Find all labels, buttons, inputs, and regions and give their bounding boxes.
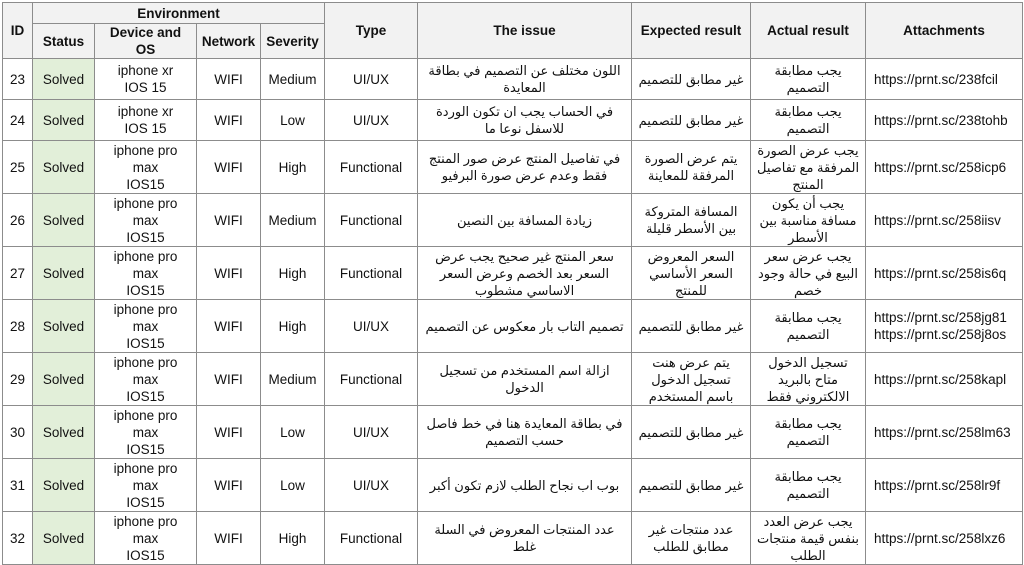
table-body xyxy=(3,59,1023,565)
attachments-cell xyxy=(866,59,1023,100)
expected-result-cell: يتم عرض هنت تسجيل الدخول باسم المستخدم xyxy=(632,353,751,406)
issue-cell: بوب اب نجاح الطلب لازم تكون أكبر xyxy=(418,459,632,512)
network-cell: WIFI xyxy=(197,512,261,565)
severity-cell: Low xyxy=(261,459,325,512)
id-cell: 30 xyxy=(3,406,33,459)
actual-result-cell: يجب أن يكون مسافة مناسبة بين الأسطر xyxy=(751,194,866,247)
actual-result-cell: يجب عرض سعر البيع في حالة وجود خصم xyxy=(751,247,866,300)
attachments-cell xyxy=(866,353,1023,406)
issue-header: The issue xyxy=(418,3,632,59)
id-cell: 31 xyxy=(3,459,33,512)
expected-result-header: Expected result xyxy=(632,3,751,59)
id-cell: 23 xyxy=(3,59,33,100)
attachments-header: Attachments xyxy=(866,3,1023,59)
actual-result-cell: يجب مطابقة التصميم xyxy=(751,100,866,141)
attachment-link[interactable]: https://prnt.sc/238tohb xyxy=(874,112,1008,128)
issue-cell: في بطاقة المعايدة هنا في خط فاصل حسب التصميم xyxy=(418,406,632,459)
actual-result-cell: يجب مطابقة التصميم xyxy=(751,59,866,100)
actual-result-cell: يجب مطابقة التصميم xyxy=(751,300,866,353)
device-os-cell: iphone xr IOS 15 xyxy=(95,100,197,141)
table-row xyxy=(3,300,1023,353)
status-header: Status xyxy=(33,24,95,59)
status-cell: Solved xyxy=(33,300,95,353)
expected-result-cell: عدد منتجات غير مطابق للطلب xyxy=(632,512,751,565)
table-row xyxy=(3,247,1023,300)
table-row xyxy=(3,512,1023,565)
status-cell: Solved xyxy=(33,100,95,141)
status-cell: Solved xyxy=(33,512,95,565)
network-cell: WIFI xyxy=(197,459,261,512)
severity-cell: High xyxy=(261,512,325,565)
id-cell: 32 xyxy=(3,512,33,565)
device-os-cell: iphone pro max IOS15 xyxy=(95,459,197,512)
attachment-link[interactable]: https://prnt.sc/258kapl xyxy=(874,371,1007,387)
expected-result-cell: السعر المعروض السعر الأساسي للمنتج xyxy=(632,247,751,300)
device-os-cell: iphone pro max IOS15 xyxy=(95,141,197,194)
attachment-link[interactable]: https://prnt.sc/258j8os xyxy=(874,327,1007,342)
attachment-link[interactable]: https://prnt.sc/258lxz6 xyxy=(874,530,1006,546)
issue-cell: تصميم التاب بار معكوس عن التصميم xyxy=(418,300,632,353)
attachments-cell xyxy=(866,512,1023,565)
table-row xyxy=(3,459,1023,512)
network-cell: WIFI xyxy=(197,141,261,194)
expected-result-cell: غير مطابق للتصميم xyxy=(632,100,751,141)
severity-header: Severity xyxy=(261,24,325,59)
severity-cell: Low xyxy=(261,100,325,141)
type-cell: UI/UX xyxy=(325,100,418,141)
type-cell: UI/UX xyxy=(325,459,418,512)
bug-report-table xyxy=(2,2,1023,565)
expected-result-cell: المسافة المتروكة بين الأسطر قليلة xyxy=(632,194,751,247)
attachment-link[interactable]: https://prnt.sc/238fcil xyxy=(874,71,998,87)
severity-cell: High xyxy=(261,300,325,353)
id-cell: 24 xyxy=(3,100,33,141)
status-cell: Solved xyxy=(33,247,95,300)
type-cell: UI/UX xyxy=(325,59,418,100)
network-cell: WIFI xyxy=(197,300,261,353)
attachments-cell xyxy=(866,247,1023,300)
device-os-cell: iphone xr IOS 15 xyxy=(95,59,197,100)
type-cell: Functional xyxy=(325,141,418,194)
attachments-cell xyxy=(866,406,1023,459)
actual-result-cell: يجب مطابقة التصميم xyxy=(751,459,866,512)
severity-cell: Medium xyxy=(261,59,325,100)
severity-cell: Medium xyxy=(261,194,325,247)
device-os-header: Device and OS xyxy=(95,24,197,59)
attachments-cell xyxy=(866,300,1023,353)
id-cell: 26 xyxy=(3,194,33,247)
table-row xyxy=(3,406,1023,459)
actual-result-header: Actual result xyxy=(751,3,866,59)
issue-cell: زيادة المسافة بين النصين xyxy=(418,194,632,247)
device-os-cell: iphone pro max IOS15 xyxy=(95,353,197,406)
table-row xyxy=(3,353,1023,406)
network-cell: WIFI xyxy=(197,247,261,300)
expected-result-cell: غير مطابق للتصميم xyxy=(632,459,751,512)
actual-result-cell: يجب عرض الصورة المرفقة مع تفاصيل المنتج xyxy=(751,141,866,194)
issue-cell: في تفاصيل المنتج عرض صور المنتج فقط وعدم عرض صورة البرفيو xyxy=(418,141,632,194)
attachment-link[interactable]: https://prnt.sc/258is6q xyxy=(874,265,1007,281)
attachments-cell xyxy=(866,100,1023,141)
id-cell: 27 xyxy=(3,247,33,300)
id-cell: 25 xyxy=(3,141,33,194)
expected-result-cell: غير مطابق للتصميم xyxy=(632,59,751,100)
status-cell: Solved xyxy=(33,353,95,406)
status-cell: Solved xyxy=(33,194,95,247)
id-cell: 28 xyxy=(3,300,33,353)
network-cell: WIFI xyxy=(197,406,261,459)
table-header xyxy=(3,3,1023,59)
environment-header: Environment xyxy=(33,3,325,24)
actual-result-cell: تسجيل الدخول متاح بالبريد الالكتروني فقط xyxy=(751,353,866,406)
issue-cell: ازالة اسم المستخدم من تسجيل الدخول xyxy=(418,353,632,406)
attachment-link[interactable]: https://prnt.sc/258iisv xyxy=(874,212,1001,228)
issue-cell: في الحساب يجب ان تكون الوردة للاسفل نوعا ما xyxy=(418,100,632,141)
attachment-link[interactable]: https://prnt.sc/258icp6 xyxy=(874,159,1007,175)
type-cell: Functional xyxy=(325,194,418,247)
type-cell: UI/UX xyxy=(325,300,418,353)
actual-result-cell: يجب مطابقة التصميم xyxy=(751,406,866,459)
device-os-cell: iphone pro max IOS15 xyxy=(95,247,197,300)
id-cell: 29 xyxy=(3,353,33,406)
device-os-cell: iphone pro max IOS15 xyxy=(95,406,197,459)
attachments-cell xyxy=(866,141,1023,194)
severity-cell: High xyxy=(261,247,325,300)
actual-result-cell: يجب عرض العدد بنفس قيمة منتجات الطلب xyxy=(751,512,866,565)
network-cell: WIFI xyxy=(197,59,261,100)
severity-cell: Medium xyxy=(261,353,325,406)
type-header: Type xyxy=(325,3,418,59)
table-row xyxy=(3,59,1023,100)
issue-cell: عدد المنتجات المعروض في السلة غلط xyxy=(418,512,632,565)
network-header: Network xyxy=(197,24,261,59)
status-cell: Solved xyxy=(33,406,95,459)
table-row xyxy=(3,194,1023,247)
severity-cell: High xyxy=(261,141,325,194)
attachments-cell xyxy=(866,459,1023,512)
issue-cell: سعر المنتج غير صحيح يجب عرض السعر بعد الخصم وعرض السعر الاساسي مشطوب xyxy=(418,247,632,300)
status-cell: Solved xyxy=(33,141,95,194)
device-os-cell: iphone pro max IOS15 xyxy=(95,194,197,247)
table-row xyxy=(3,100,1023,141)
id-header: ID xyxy=(3,3,33,59)
issue-cell: اللون مختلف عن التصميم في بطاقة المعايدة xyxy=(418,59,632,100)
severity-cell: Low xyxy=(261,406,325,459)
expected-result-cell: يتم عرض الصورة المرفقة للمعاينة xyxy=(632,141,751,194)
device-os-cell: iphone pro max IOS15 xyxy=(95,300,197,353)
network-cell: WIFI xyxy=(197,194,261,247)
network-cell: WIFI xyxy=(197,100,261,141)
expected-result-cell: غير مطابق للتصميم xyxy=(632,300,751,353)
type-cell: Functional xyxy=(325,353,418,406)
status-cell: Solved xyxy=(33,459,95,512)
expected-result-cell: غير مطابق للتصميم xyxy=(632,406,751,459)
network-cell: WIFI xyxy=(197,353,261,406)
attachment-link[interactable]: https://prnt.sc/258lm63 xyxy=(874,424,1011,440)
type-cell: Functional xyxy=(325,512,418,565)
status-cell: Solved xyxy=(33,59,95,100)
type-cell: Functional xyxy=(325,247,418,300)
type-cell: UI/UX xyxy=(325,406,418,459)
attachment-link[interactable]: https://prnt.sc/258jg81 xyxy=(874,310,1007,325)
device-os-cell: iphone pro max IOS15 xyxy=(95,512,197,565)
attachment-link[interactable]: https://prnt.sc/258lr9f xyxy=(874,477,1001,493)
table-row xyxy=(3,141,1023,194)
attachments-cell xyxy=(866,194,1023,247)
